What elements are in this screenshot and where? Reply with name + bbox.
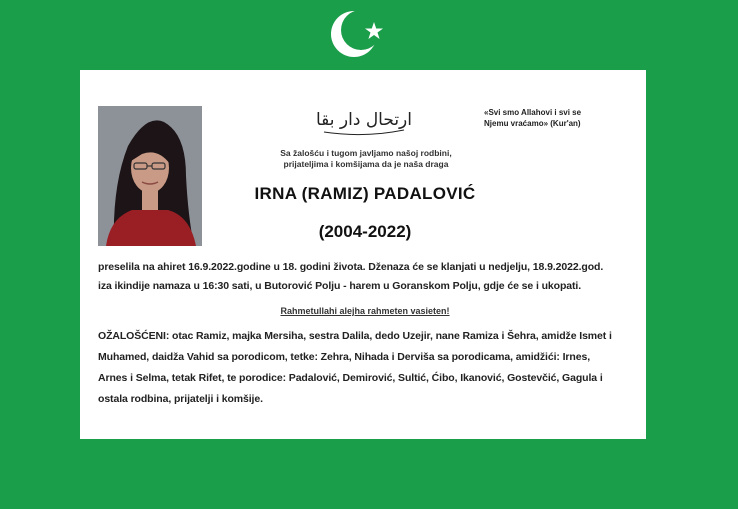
crescent-and-star-icon: [330, 8, 388, 60]
quran-quote-line: «Svi smo Allahovi i svi se: [484, 108, 582, 117]
intro-line: Sa žalošću i tugom javljamo našoj rodbini,: [280, 148, 452, 158]
arabic-calligraphy-icon: [316, 102, 412, 136]
rahmet-prayer: Rahmetullahi alejha rahmeten vasieten!: [280, 306, 450, 316]
obituary-card: [80, 70, 646, 439]
announcement-line: preselila na ahiret 16.9.2022.godine u 18. godini života. Dženaza će se klanjati u nedjelju, 18.9.2022.god.: [98, 261, 604, 273]
svg-text:ارتحال دار بقا: ارتحال دار بقا: [316, 110, 412, 130]
deceased-name: IRNA (RAMIZ) PADALOVIĆ: [254, 184, 476, 203]
mourners-line: Muhamed, daidža Vahid sa porodicom, tetke: Zehra, Nihada i Derviša sa porodicama, amidžići: Irnes,: [98, 351, 591, 363]
mourners-line: ostala rodbina, prijatelji i komšije.: [98, 393, 263, 405]
quran-quote-line: Njemu vraćamo» (Kur'an): [484, 118, 581, 128]
mourners-line: Arnes i Selma, tetak Rifet, te porodice: Padalović, Demirović, Sultić, Ćibo, Ikanović, Gostevčić, Gagula i: [98, 372, 603, 384]
quran-quote: [484, 108, 634, 130]
mourners-line: OŽALOŠĆENI: otac Ramiz, majka Mersiha, sestra Dalila, dedo Uzejir, nane Ramiza i Šehra, amidže Ismet i: [98, 330, 612, 342]
life-years: (2004-2022): [318, 222, 412, 241]
mourners-list: [98, 326, 643, 410]
portrait-image: [98, 106, 202, 246]
announcement-line: iza ikindije namaza u 16:30 sati, u Butorović Polju - harem u Goranskom Polju, gdje će se i ukopati.: [98, 280, 582, 292]
intro-text: [262, 148, 470, 171]
portrait-photo: [98, 106, 202, 246]
intro-line: prijateljima i komšijama da je naša draga: [283, 159, 449, 170]
announcement-text: [98, 258, 638, 296]
